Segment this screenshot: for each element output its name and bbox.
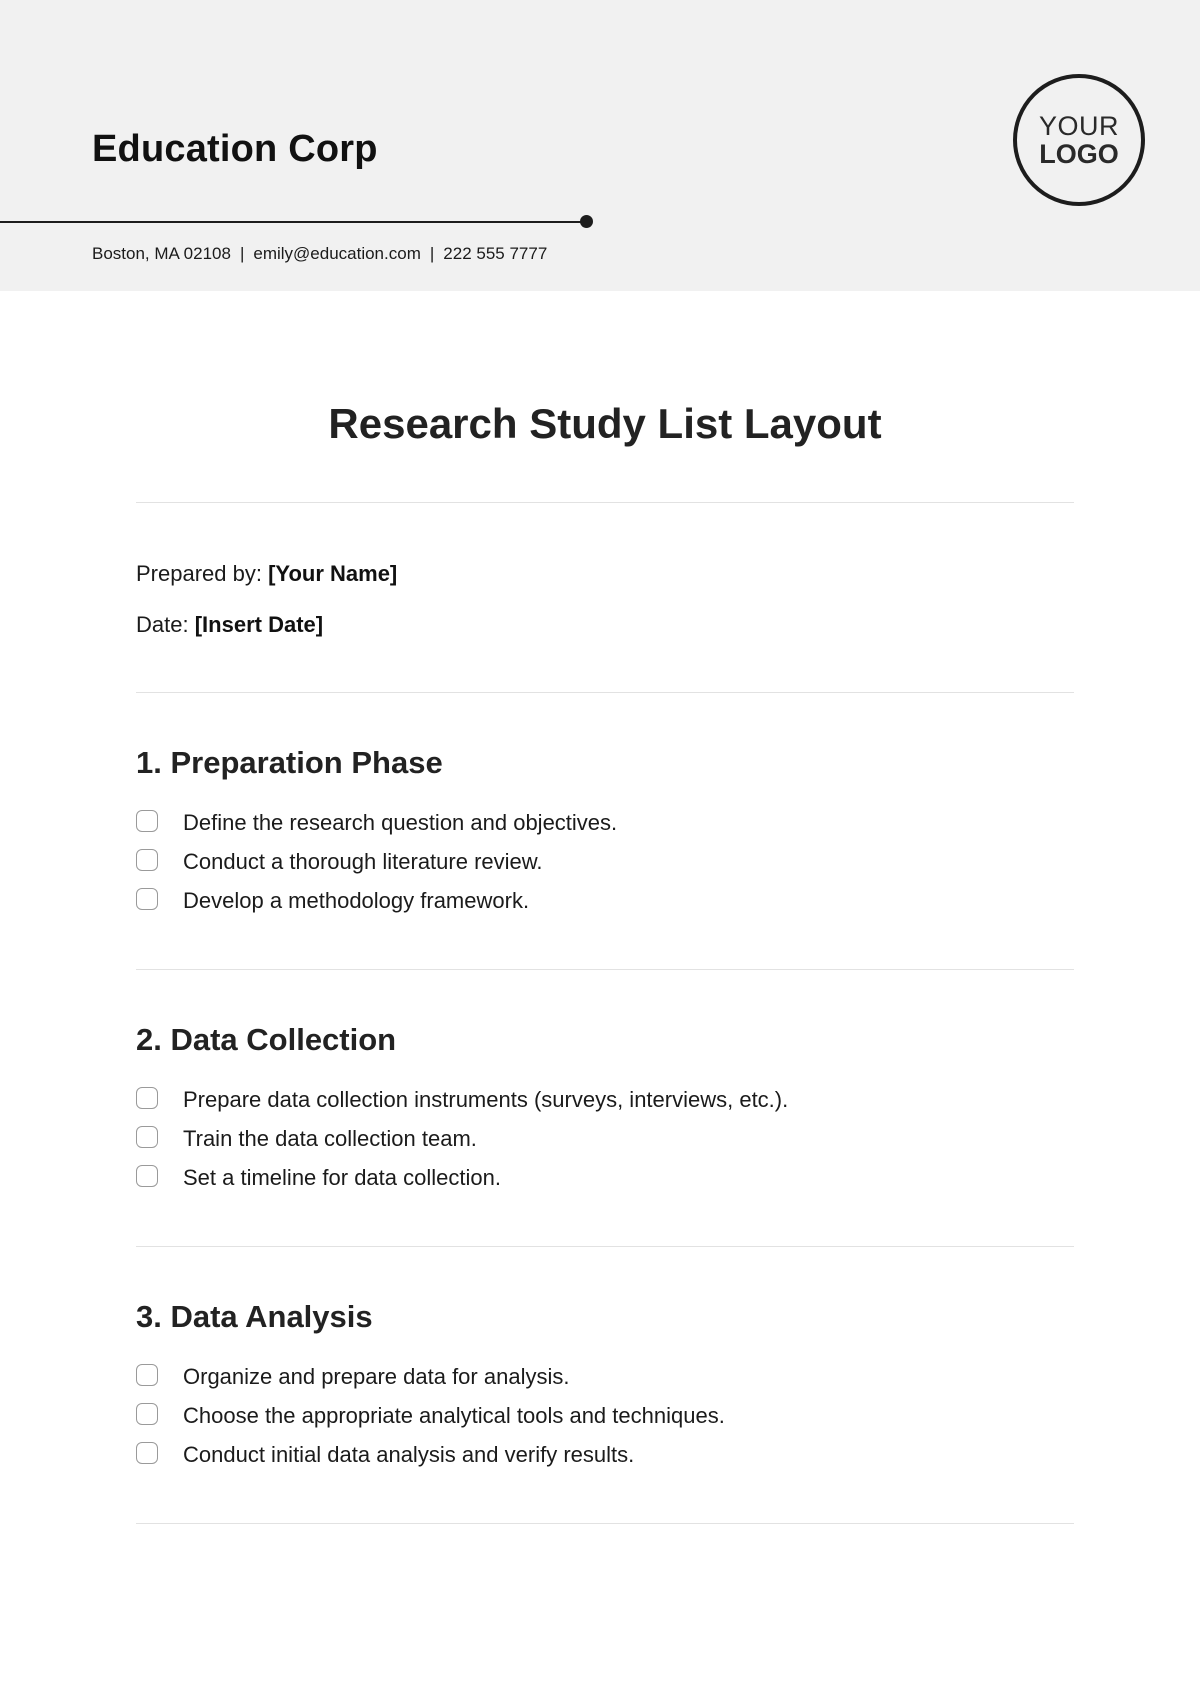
checklist-item bbox=[136, 1442, 1036, 1472]
checkbox[interactable] bbox=[136, 1087, 158, 1109]
checklist-item bbox=[136, 1126, 1036, 1156]
section-title: 3. Data Analysis bbox=[136, 1299, 373, 1334]
date bbox=[136, 612, 323, 638]
address: Boston, MA 02108 bbox=[92, 244, 231, 263]
prepared-by-value: [Your Name] bbox=[268, 561, 398, 586]
divider bbox=[136, 1246, 1074, 1247]
checkbox[interactable] bbox=[136, 1442, 158, 1464]
checklist-item-text: Conduct initial data analysis and verify results. bbox=[183, 1442, 635, 1467]
checkbox[interactable] bbox=[136, 1126, 158, 1148]
logo-text-your: YOUR bbox=[1038, 110, 1119, 141]
checklist-item bbox=[136, 1165, 1036, 1195]
prepared-by-label: Prepared by: bbox=[136, 561, 262, 586]
checklist-item-text: Set a timeline for data collection. bbox=[183, 1165, 501, 1190]
date-label: Date: bbox=[136, 612, 189, 637]
document-title: Research Study List Layout bbox=[328, 400, 882, 447]
divider bbox=[136, 1523, 1074, 1524]
checklist-item-text: Train the data collection team. bbox=[183, 1126, 477, 1151]
divider bbox=[136, 692, 1074, 693]
section-title: 2. Data Collection bbox=[136, 1022, 397, 1057]
checklist-item bbox=[136, 888, 1036, 918]
header-rule-dot bbox=[580, 215, 593, 228]
checklist-item bbox=[136, 1403, 1036, 1433]
email: emily@education.com bbox=[253, 244, 421, 263]
letterhead bbox=[0, 0, 1200, 291]
checklist-item bbox=[136, 1364, 1036, 1394]
checkbox[interactable] bbox=[136, 1403, 158, 1425]
date-value: [Insert Date] bbox=[194, 612, 324, 637]
logo bbox=[1013, 74, 1145, 206]
checkbox[interactable] bbox=[136, 888, 158, 910]
checklist-item-text: Prepare data collection instruments (surveys, interviews, etc.). bbox=[183, 1087, 789, 1112]
checklist-item-text: Choose the appropriate analytical tools and techniques. bbox=[183, 1403, 725, 1428]
divider bbox=[136, 502, 1074, 503]
checklist-item-text: Conduct a thorough literature review. bbox=[183, 849, 543, 874]
checklist-item bbox=[136, 810, 1036, 840]
logo-text-logo: LOGO bbox=[1039, 138, 1119, 169]
checkbox[interactable] bbox=[136, 1364, 158, 1386]
checklist-item-text: Define the research question and objectives. bbox=[183, 810, 618, 835]
checkbox[interactable] bbox=[136, 810, 158, 832]
contact-line bbox=[92, 244, 547, 264]
checklist-item-text: Organize and prepare data for analysis. bbox=[183, 1364, 570, 1389]
separator: | bbox=[239, 244, 245, 263]
divider bbox=[136, 969, 1074, 970]
prepared-by bbox=[136, 561, 397, 587]
section-title: 1. Preparation Phase bbox=[136, 745, 443, 780]
checkbox[interactable] bbox=[136, 849, 158, 871]
phone: 222 555 7777 bbox=[443, 244, 548, 263]
company-name: Education Corp bbox=[92, 128, 378, 170]
separator: | bbox=[429, 244, 435, 263]
header-rule bbox=[0, 221, 585, 223]
checkbox[interactable] bbox=[136, 1165, 158, 1187]
checklist-item bbox=[136, 1087, 1036, 1117]
checklist-item bbox=[136, 849, 1036, 879]
checklist-item-text: Develop a methodology framework. bbox=[183, 888, 530, 913]
